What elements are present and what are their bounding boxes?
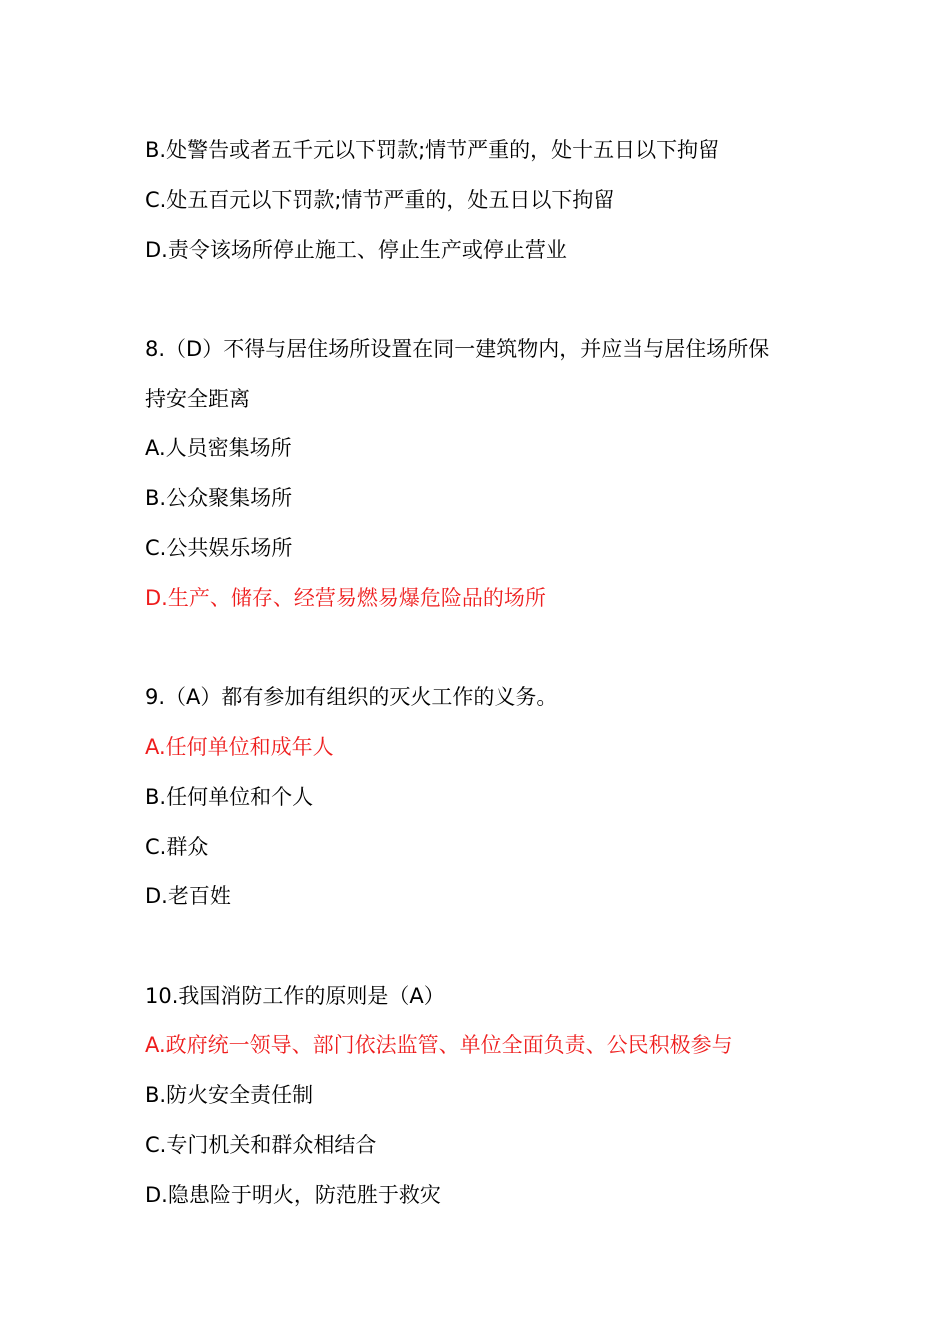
q9-option-a-correct: A.任何单位和成年人 — [145, 735, 334, 759]
q10-option-c: C.专门机关和群众相结合 — [145, 1133, 377, 1157]
q7-option-b: B.处警告或者五千元以下罚款;情节严重的，处十五日以下拘留 — [145, 138, 720, 162]
q8-option-a: A.人员密集场所 — [145, 436, 292, 460]
q10-option-a-correct: A.政府统一领导、部门依法监管、单位全面负责、公民积极参与 — [145, 1033, 733, 1057]
q9-option-b: B.任何单位和个人 — [145, 785, 314, 809]
q10-option-d: D.隐患险于明火，防范胜于救灾 — [145, 1183, 441, 1207]
q8-question-line2: 持安全距离 — [145, 387, 250, 411]
q7-option-d: D.责令该场所停止施工、停止生产或停止营业 — [145, 238, 567, 262]
q8-option-b: B.公众聚集场所 — [145, 486, 293, 510]
q9-option-c: C.群众 — [145, 835, 209, 859]
q8-question-line1: 8.（D）不得与居住场所设置在同一建筑物内，并应当与居住场所保 — [145, 337, 770, 361]
q7-option-c: C.处五百元以下罚款;情节严重的，处五日以下拘留 — [145, 188, 615, 212]
q9-question: 9.（A）都有参加有组织的灭火工作的义务。 — [145, 685, 558, 709]
q9-option-d: D.老百姓 — [145, 884, 231, 908]
q10-option-b: B.防火安全责任制 — [145, 1083, 314, 1107]
q8-option-d-correct: D.生产、储存、经营易燃易爆危险品的场所 — [145, 586, 546, 610]
q10-question: 10.我国消防工作的原则是（A） — [145, 984, 445, 1008]
q8-option-c: C.公共娱乐场所 — [145, 536, 293, 560]
